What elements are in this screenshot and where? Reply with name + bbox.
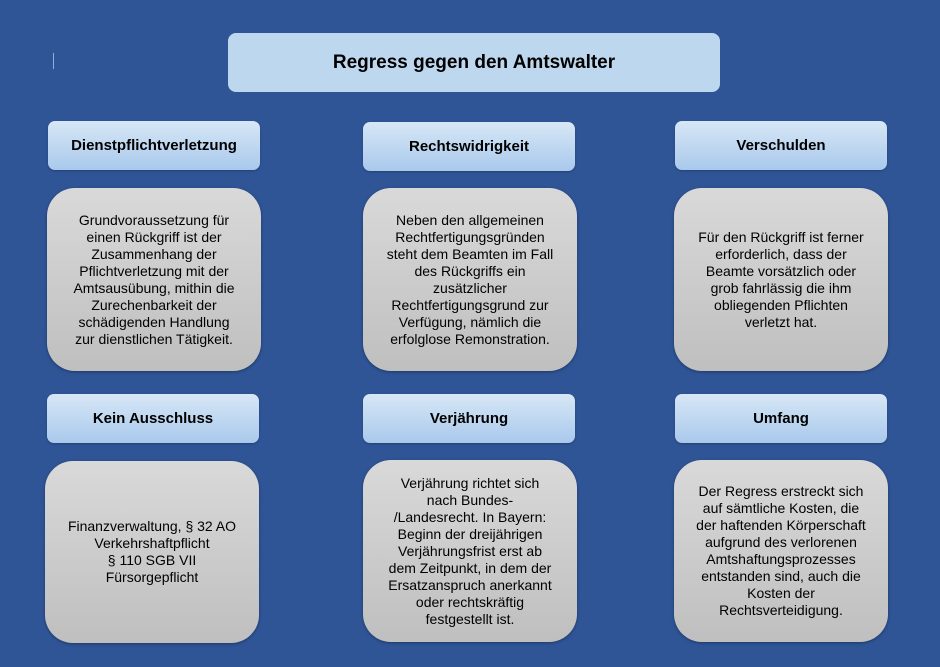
- header-verschulden: [675, 121, 887, 170]
- text-line: zur dienstlichen Tätigkeit.: [75, 330, 233, 347]
- diagram-title-text: Regress gegen den Amtswalter: [332, 51, 616, 73]
- box-kein-ausschluss-text: [45, 461, 259, 643]
- text-cursor-mark: [53, 53, 54, 69]
- text-line: auf sämtliche Kosten, die: [702, 500, 860, 516]
- text-line: Der Regress erstreckt sich: [698, 483, 864, 499]
- text-line: steht dem Beamten im Fall: [386, 245, 554, 262]
- box-text: [59, 212, 249, 348]
- text-line: Rechtsverteidigung.: [719, 602, 843, 618]
- text-line: Verjährungsfrist erst ab: [398, 542, 542, 559]
- box-dienstpflichtverletzung-text: [47, 188, 261, 371]
- header-kein-ausschluss: [47, 394, 259, 443]
- text-line: zusätzlicher: [433, 279, 507, 296]
- text-line: grob fahrlässig die ihm: [710, 279, 852, 296]
- diagram-title: [228, 33, 720, 92]
- text-line: Grundvoraussetzung für: [78, 211, 230, 228]
- text-line: entstanden sind, auch die: [701, 568, 861, 584]
- text-line: Rechtfertigungsgründen: [395, 228, 545, 245]
- text-line: erfolglose Remonstration.: [390, 330, 550, 347]
- text-line: Pflichtverletzung mit der: [79, 262, 229, 279]
- header-umfang: [675, 394, 887, 443]
- text-line: Für den Rückgriff ist ferner: [698, 228, 864, 245]
- text-line: der haftenden Körperschaft: [696, 517, 866, 533]
- box-text: [57, 518, 247, 586]
- text-line: des Rückgriffs ein: [414, 262, 526, 279]
- text-line: Verkehrshaftpflicht: [94, 535, 210, 551]
- text-line: Rechtfertigungsgrund zur: [391, 296, 549, 313]
- text-line: Fürsorgepflicht: [105, 569, 199, 585]
- text-line: Zusammenhang der: [91, 245, 217, 262]
- header-verjaehrung: [363, 394, 575, 443]
- text-line: schädigenden Handlung: [78, 313, 230, 330]
- header-label: Dienstpflichtverletzung: [71, 137, 237, 154]
- text-line: Verjährung richtet sich: [400, 474, 540, 491]
- box-verschulden-text: [674, 188, 888, 371]
- text-line: aufgrund des verlorenen: [705, 534, 857, 550]
- header-label: Verschulden: [736, 137, 826, 154]
- text-line: /Landesrecht. In Bayern:: [393, 508, 547, 525]
- text-line: festgestellt ist.: [425, 610, 515, 627]
- text-line: dem Zeitpunkt, in dem der: [388, 559, 552, 576]
- text-line: Verfügung, nämlich die: [398, 313, 542, 330]
- header-label: Verjährung: [429, 410, 509, 427]
- text-line: Beamte vorsätzlich oder: [705, 262, 857, 279]
- box-verjaehrung-text: [363, 460, 577, 642]
- text-line: Neben den allgemeinen: [396, 211, 544, 228]
- header-dienstpflichtverletzung: [48, 121, 260, 170]
- header-rechtswidrigkeit: [363, 122, 575, 171]
- box-rechtswidrigkeit-text: [363, 188, 577, 371]
- box-text: [686, 483, 876, 619]
- text-line: Beginn der dreijährigen: [397, 525, 543, 542]
- box-umfang-text: [674, 460, 888, 642]
- text-line: oder rechtskräftig: [415, 593, 525, 610]
- header-label: Kein Ausschluss: [92, 410, 214, 427]
- header-label: Umfang: [753, 410, 809, 427]
- text-line: obliegenden Pflichten: [714, 296, 848, 313]
- text-line: Finanzverwaltung, § 32 AO: [67, 518, 237, 534]
- text-line: Amtshaftungsprozesses: [706, 551, 856, 567]
- box-text: [375, 212, 565, 348]
- text-line: Amtsausübung, mithin die: [73, 279, 235, 296]
- text-line: Kosten der: [747, 585, 815, 601]
- text-line: verletzt hat.: [744, 313, 818, 330]
- text-line: einen Rückgriff ist der: [86, 228, 222, 245]
- box-text: [686, 229, 876, 331]
- text-line: § 110 SGB VII: [107, 552, 197, 568]
- text-line: Zurechenbarkeit der: [91, 296, 217, 313]
- text-line: nach Bundes-: [426, 491, 514, 508]
- box-text: [375, 475, 565, 628]
- text-line: Ersatzanspruch anerkannt: [388, 576, 552, 593]
- header-label: Rechtswidrigkeit: [408, 138, 530, 155]
- text-line: erforderlich, dass der: [715, 245, 847, 262]
